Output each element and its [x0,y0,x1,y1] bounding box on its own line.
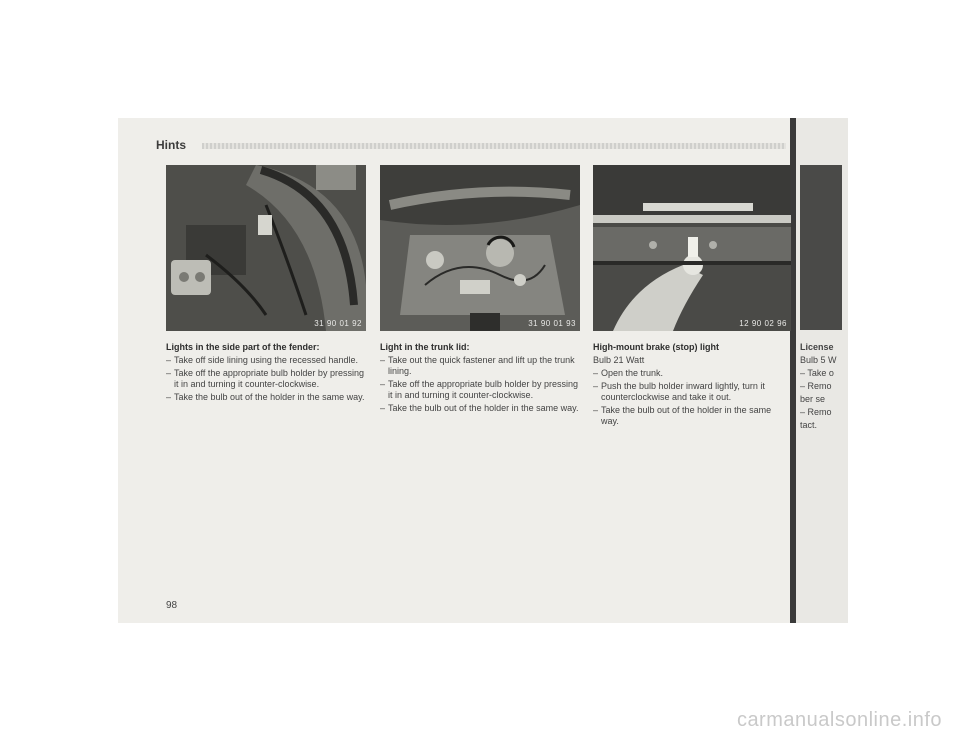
adjacent-line: tact. [800,420,818,430]
section-heading: Light in the trunk lid: [380,342,470,352]
adjacent-line: ber se [800,394,826,404]
adjacent-line: – Remo [800,407,832,417]
instruction-step: – Take the bulb out of the holder in the same way. [593,405,789,427]
photo-code: 12 90 02 96 [739,319,787,328]
instruction-step: – Take out the quick fastener and lift up the trunk lining. [380,355,580,377]
instruction-step: – Push the bulb holder inward lightly, turn it counterclockwise and take it out. [593,381,789,403]
photo-code: 31 90 01 93 [528,319,576,328]
section-subtitle: Bulb 21 Watt [593,355,645,365]
instruction-step: – Take the bulb out of the holder in the same way. [380,403,580,414]
adjacent-page-text [800,342,842,433]
section-title: Hints [156,138,186,152]
photo-fender-lights [166,165,366,331]
adjacent-line: – Remo [800,381,832,391]
instruction-step: – Take off the appropriate bulb holder by pressing it in and turning it counter-clockwise. [166,368,366,390]
instruction-step: – Take the bulb out of the holder in the same way. [166,392,366,403]
adjacent-line: – Take o [800,368,834,378]
section-fender-lights [166,342,366,405]
watermark-link[interactable]: carmanualsonline.info [736,709,942,731]
section-heading: High-mount brake (stop) light [593,342,719,352]
photo-brake-light [593,165,791,331]
adjacent-page-photo [800,165,842,330]
section-trunk-lid [380,342,580,416]
adjacent-line: Bulb 5 W [800,355,837,365]
instruction-step: – Open the trunk. [593,368,789,379]
page-number: 98 [166,600,178,611]
instruction-step: – Take off side lining using the recessed handle. [166,355,366,366]
section-brake-light [593,342,789,429]
photo-trunk-lid [380,165,580,331]
section-header [156,138,786,156]
header-rule [202,143,786,149]
adjacent-heading: License [800,342,834,352]
section-heading: Lights in the side part of the fender: [166,342,320,352]
instruction-step: – Take off the appropriate bulb holder by pressing it in and turning it counter-clockwise. [380,379,580,401]
photo-code: 31 90 01 92 [314,319,362,328]
